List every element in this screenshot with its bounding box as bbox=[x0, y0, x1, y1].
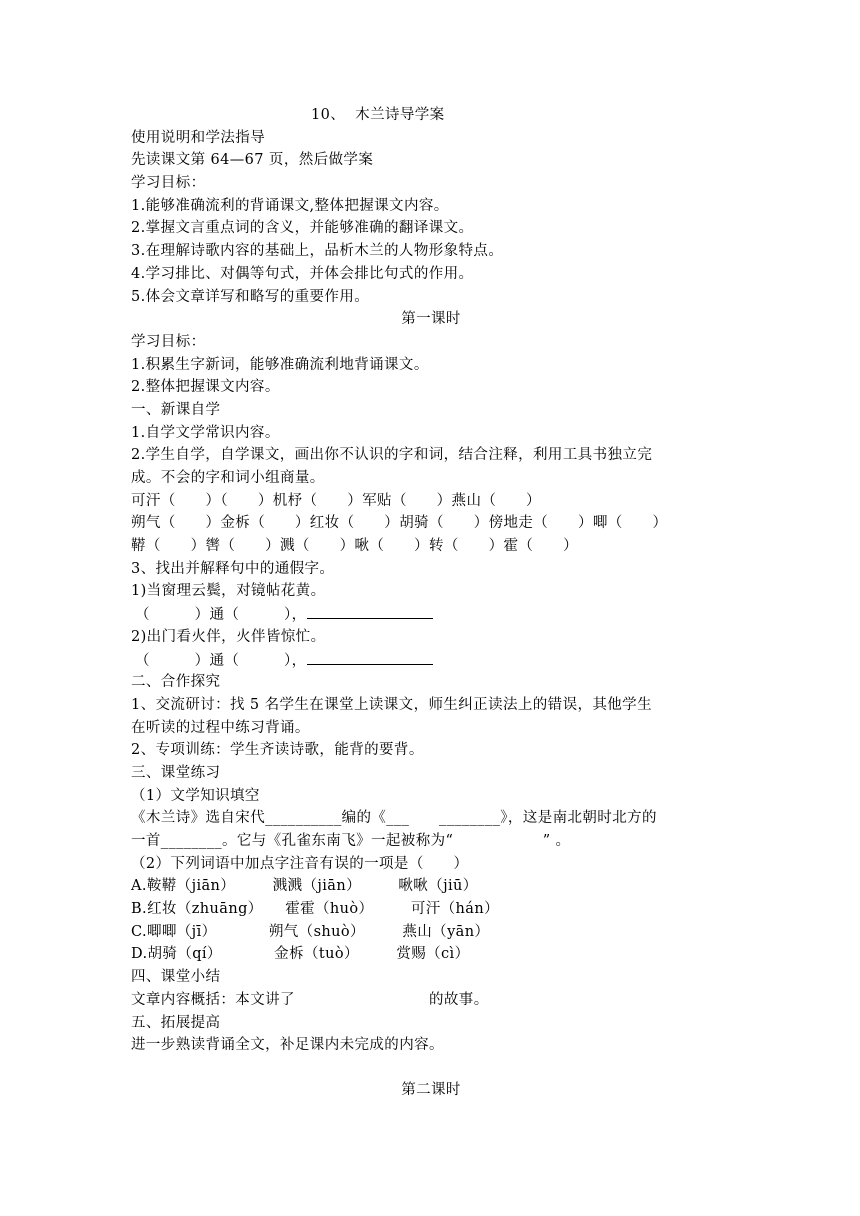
text-line: 五、拓展提高 bbox=[131, 1014, 221, 1031]
page-title: 10、 木兰诗导学案 bbox=[311, 107, 445, 123]
text-line: 使用说明和学法指导 bbox=[131, 129, 266, 146]
text-line: （2）下列词语中加点字注音有误的一项是（ ） bbox=[131, 855, 469, 872]
pinyin-blank-line: 朔气（ ）金柝（ ）红妆（ ）胡骑（ ）傍地走（ ）唧（ ） bbox=[131, 515, 668, 532]
text-line: （1）文学知识填空 bbox=[131, 787, 260, 804]
text-line: 2、专项训练：学生齐读诗歌，能背的要背。 bbox=[131, 742, 424, 759]
text-line: 2.掌握文言重点词的含义，并能够准确的翻译课文。 bbox=[131, 220, 474, 237]
text-line: 在听读的过程中练习背诵。 bbox=[131, 719, 310, 736]
text-line: 3、找出并解释句中的通假字。 bbox=[131, 560, 335, 577]
tongjia-answer-line bbox=[131, 649, 731, 672]
text-line: 学习目标： bbox=[131, 175, 206, 192]
text-line: 四、课堂小结 bbox=[131, 969, 221, 986]
text-line: 一、新课自学 bbox=[131, 401, 221, 418]
text-line: 先读课文第 64—67 页，然后做学案 bbox=[131, 152, 374, 169]
tongjia-answer-label: （ ）通（ ）， bbox=[135, 607, 307, 624]
text-line: 进一步熟读背诵全文，补足课内未完成的内容。 bbox=[131, 1037, 444, 1054]
answer-blank[interactable] bbox=[307, 603, 433, 619]
text-line: 文章内容概括：本文讲了 的故事。 bbox=[131, 991, 489, 1008]
choice-option-a: A.鞍鞯（jiān） 溅溅（jiān） 啾啾（jiū） bbox=[131, 878, 478, 895]
choice-option-b: B.红妆（zhuāng） 霍霍（huò） 可汗（hán） bbox=[131, 901, 499, 918]
tongjia-answer-line bbox=[131, 603, 731, 626]
pinyin-blank-line: 可汗（ ）（ ）机杼（ ）军贴（ ）燕山（ ） bbox=[131, 492, 541, 509]
tongjia-answer-label: （ ）通（ ）， bbox=[135, 652, 307, 669]
text-line: 2.学生自学，自学课文，画出你不认识的字和词，结合注释，利用工具书独立完 bbox=[131, 447, 653, 464]
text-line: 1.能够准确流利的背诵课文,整体把握课文内容。 bbox=[131, 197, 449, 214]
text-line: 二、合作探究 bbox=[131, 674, 221, 691]
section-heading-lesson-2: 第二课时 bbox=[401, 1081, 461, 1098]
text-line: 3.在理解诗歌内容的基础上，品析木兰的人物形象特点。 bbox=[131, 243, 504, 260]
choice-option-d: D.胡骑（qí） 金柝（tuò） 赏赐（cì） bbox=[131, 946, 470, 963]
text-line: 1.自学文学常识内容。 bbox=[131, 424, 280, 441]
text-line: 2.整体把握课文内容。 bbox=[131, 379, 280, 396]
text-line: 学习目标： bbox=[131, 333, 206, 350]
text-line: 1、交流研讨：找 5 名学生在课堂上读课文，师生纠正读法上的错误，其他学生 bbox=[131, 696, 652, 713]
worksheet-page bbox=[131, 104, 731, 1102]
answer-blank[interactable] bbox=[307, 649, 433, 665]
text-line: 5.体会文章详写和略写的重要作用。 bbox=[131, 288, 370, 305]
text-line: 1)当窗理云鬓，对镜帖花黄。 bbox=[131, 583, 326, 600]
fill-in-line: 《木兰诗》选自宋代__________编的《___ ________》，这是南北朝时北方的 bbox=[131, 810, 657, 827]
section-heading-lesson-1: 第一课时 bbox=[401, 311, 461, 328]
spacer bbox=[131, 1057, 731, 1079]
pinyin-blank-line: 鞯（ ）辔（ ）溅（ ）啾（ ）转（ ）霍（ ） bbox=[131, 538, 578, 555]
text-line: 4.学习排比、对偶等句式，并体会排比句式的作用。 bbox=[131, 265, 474, 282]
text-line: 成。不会的字和词小组商量。 bbox=[131, 470, 325, 486]
text-line: 2)出门看火伴，火伴皆惊忙。 bbox=[131, 628, 326, 645]
choice-option-c: C.唧唧（jī） 朔气（shuò） 燕山（yān） bbox=[131, 923, 490, 940]
text-line: 1.积累生字新词，能够准确流利地背诵课文。 bbox=[131, 356, 429, 373]
text-line: 三、课堂练习 bbox=[131, 764, 221, 781]
fill-in-line: 一首________。它与《孔雀东南飞》一起被称为“ ” 。 bbox=[131, 833, 571, 849]
